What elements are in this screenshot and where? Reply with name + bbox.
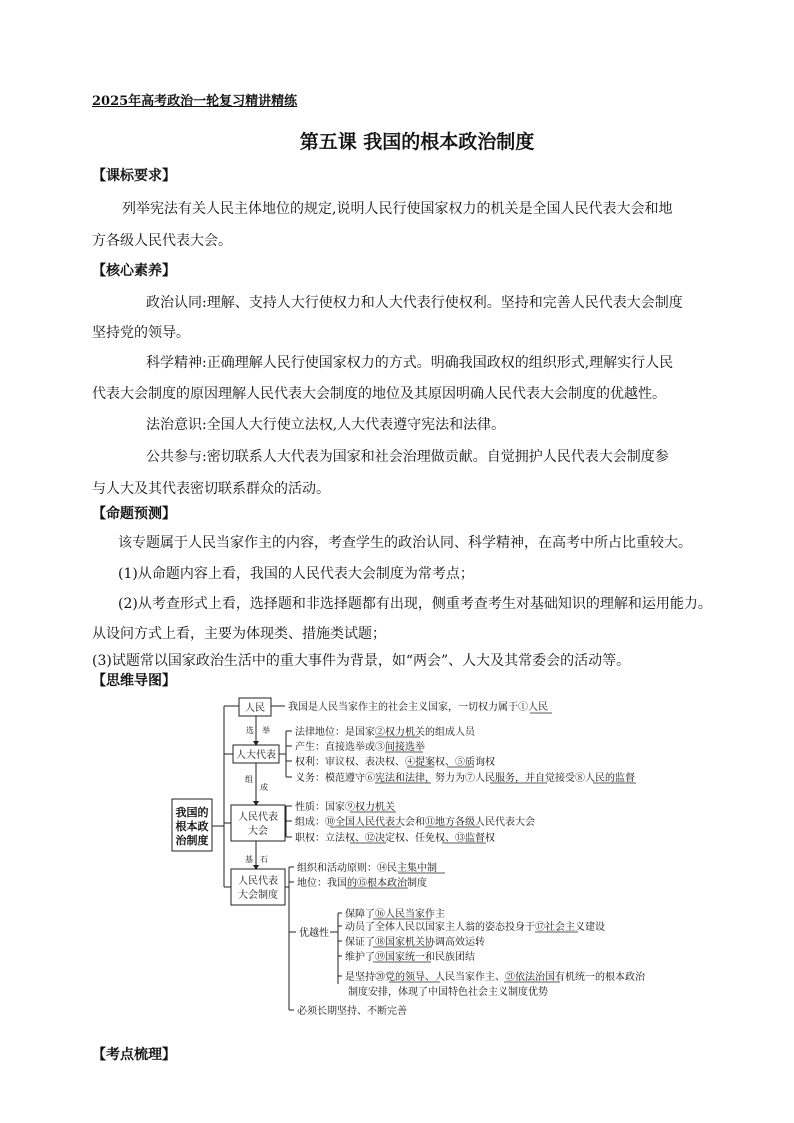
- node-npc: 人民代表: [238, 812, 278, 823]
- forecast-line: (2)从考查形式上看，选择题和非选择题都有出现，侧重考查考生对基础知识的理解和运用能力。: [118, 596, 712, 612]
- curriculum-line: 列举宪法有关人民主体地位的规定,说明人民行使国家权力的机关是全国人民代表大会和地: [122, 201, 673, 217]
- link-label: 举: [262, 726, 270, 735]
- literacy-line: 代表大会制度的原因理解人民代表大会制度的地位及其原因明确人民代表大会制度的优越性。: [92, 386, 666, 402]
- literacy-line: 法治意识:全国人大行使立法权,人大代表遵守宪法和法律。: [146, 417, 506, 433]
- root-label: 我国的: [175, 806, 209, 819]
- points-heading: 【考点梳理】: [92, 1047, 176, 1063]
- link-label: 石: [260, 855, 268, 864]
- literacy-line: 与人大及其代表密切联系群众的活动。: [92, 481, 330, 497]
- mindmap-heading: 【思维导图】: [92, 673, 176, 689]
- forecast-line: 从设问方式上看，主要为体现类、措施类试题；: [92, 626, 386, 642]
- literacy-line: 科学精神:正确理解人民行使国家权力的方式。明确我国政权的组织形式,理解实行人民: [146, 355, 674, 371]
- node-system: 人民代表: [238, 876, 278, 887]
- lesson-title: 第五课 我国的根本政治制度: [299, 131, 535, 153]
- advantage-line: 保证了⑱国家机关协调高效运转: [345, 937, 485, 948]
- advantage-label: 优越性: [299, 928, 329, 939]
- npc-line: 职权：立法权、⑫决定权、任免权、⑬监督权: [295, 833, 495, 844]
- link-label: 组: [245, 775, 253, 784]
- forecast-heading: 【命题预测】: [92, 506, 176, 522]
- node-system: 大会制度: [238, 890, 278, 901]
- deputies-line: 产生：直接选举或③间接选举: [295, 742, 425, 753]
- system-line: 地位：我国的⑮根本政治制度: [297, 878, 427, 889]
- node-deputies: 人大代表: [236, 750, 276, 761]
- series-title: 2025年高考政治一轮复习精讲精练: [92, 94, 298, 109]
- deputies-line: 法律地位：是国家②权力机关的组成人员: [295, 727, 475, 738]
- system-line: 组织和活动原则：⑭民主集中制: [297, 863, 437, 874]
- node-npc: 大会: [248, 826, 268, 837]
- advantage-line: 是坚持⑳党的领导、人民当家作主、㉑依法治国有机统一的根本政治: [345, 972, 645, 983]
- literacy-line: 政治认同:理解、支持人大行使权力和人大代表行使权利。坚持和完善人民代表大会制度: [146, 295, 683, 311]
- root-label: 治制度: [175, 834, 209, 847]
- link-label: 成: [260, 783, 268, 792]
- people-line: 我国是人民当家作主的社会主义国家，一切权力属于①人民: [288, 702, 548, 713]
- deputies-line: 义务：模范遵守⑥宪法和法律，努力为⑦人民服务，并自觉接受⑧人民的监督: [295, 773, 635, 784]
- root-label: 根本政: [175, 820, 209, 833]
- link-label: 选: [246, 726, 254, 735]
- advantage-line: 制度安排，体现了中国特色社会主义制度优势: [348, 987, 548, 998]
- advantage-line: 保障了⑯人民当家作主: [345, 909, 445, 920]
- link-label: 基: [245, 855, 253, 864]
- curriculum-line: 方各级人民代表大会。: [92, 233, 232, 249]
- forecast-line: (1)从命题内容上看，我国的人民代表大会制度为常考点；: [118, 566, 474, 582]
- advantage-line: 动员了全体人民以国家主人翁的姿态投身于⑰社会主义建设: [345, 922, 605, 933]
- forecast-line: 该专题属于人民当家作主的内容，考查学生的政治认同、科学精神，在高考中所占比重较大。: [118, 535, 692, 551]
- curriculum-heading: 【课标要求】: [92, 168, 176, 184]
- literacy-line: 坚持党的领导。: [92, 325, 190, 341]
- npc-line: 组成：⑩全国人民代表大会和⑪地方各级人民代表大会: [295, 817, 535, 828]
- literacy-line: 公共参与:密切联系人大代表为国家和社会治理做贡献。自觉拥护人民代表大会制度参: [146, 449, 669, 465]
- deputies-line: 权利：审议权、表决权、④提案权、⑤质询权: [295, 757, 495, 768]
- forecast-line: (3)试题常以国家政治生活中的重大事件为背景，如“两会”、人大及其常委会的活动等。: [92, 653, 631, 669]
- must-line: 必须长期坚持、不断完善: [297, 1006, 407, 1017]
- node-people: 人民: [245, 703, 265, 714]
- advantage-line: 维护了⑲国家统一和民族团结: [345, 952, 475, 963]
- literacy-heading: 【核心素养】: [92, 263, 176, 279]
- npc-line: 性质：国家⑨权力机关: [295, 802, 395, 813]
